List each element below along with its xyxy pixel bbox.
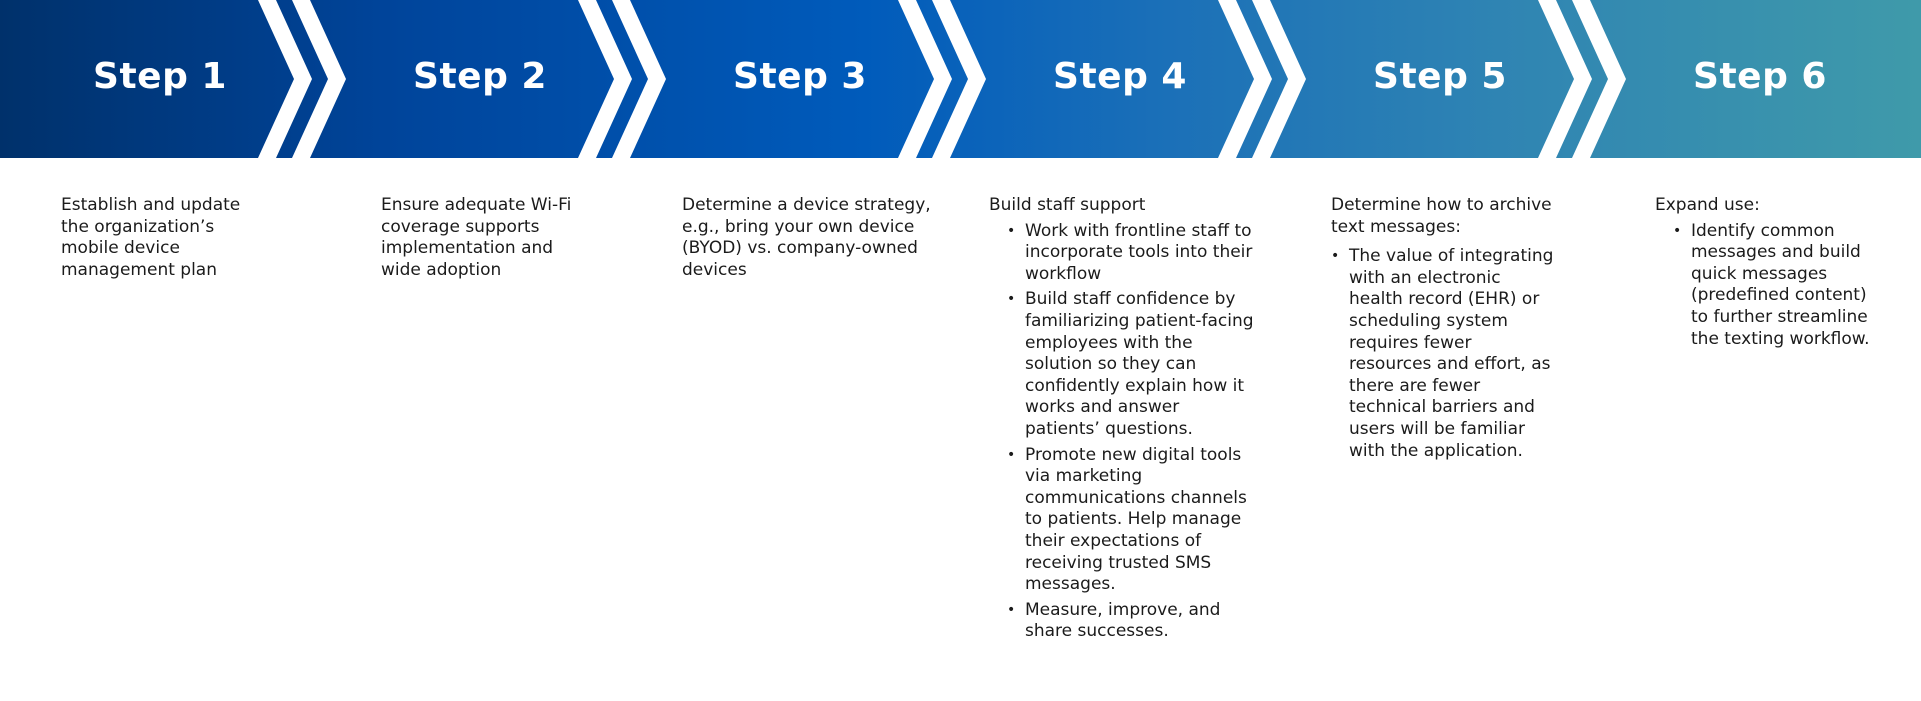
step-5-description [1331, 195, 1557, 466]
step-2-description [381, 195, 591, 281]
step-3-description [682, 195, 932, 281]
step-4-description [989, 195, 1259, 647]
list-item: • Work with frontline staff to incorporate tools into their workflow [1025, 221, 1259, 286]
step-banner [0, 0, 1921, 160]
step-4-title: Step 4 [1053, 56, 1187, 97]
step-4-bullet-list [989, 221, 1259, 643]
step-1-description [61, 195, 261, 281]
list-item: • The value of integrating with an electronic health record (EHR) or scheduling system requires fewer resources and effort, as there are fewer technical barriers and users will be familiar with the application. [1349, 246, 1557, 462]
step-3-intro: Determine a device strategy, e.g., bring your own device (BYOD) vs. company-owned devices [682, 195, 931, 280]
list-item: • Promote new digital tools via marketing communications channels to patients. Help manage their expectations of receiving trusted SMS messages. [1025, 445, 1259, 596]
list-item: • Measure, improve, and share successes. [1025, 600, 1259, 643]
step-5-bullet-list [1331, 246, 1557, 462]
step-2-intro: Ensure adequate Wi-Fi coverage supports implementation and wide adoption [381, 195, 572, 280]
step-4-intro: Build staff support [989, 195, 1146, 215]
step-6-title: Step 6 [1693, 56, 1827, 97]
chevron-banner [0, 0, 1921, 160]
step-6-intro: Expand use: [1655, 195, 1760, 215]
step-2-title: Step 2 [413, 56, 547, 97]
step-1-title: Step 1 [93, 56, 227, 97]
step-6-bullet-list [1655, 221, 1870, 351]
step-3-title: Step 3 [733, 56, 867, 97]
list-item: • Build staff confidence by familiarizing patient-facing employees with the solution so they can confidently explain how it works and answer patients’ questions. [1025, 289, 1259, 440]
step-5-title: Step 5 [1373, 56, 1507, 97]
step-1-intro: Establish and update the organization’s mobile device management plan [61, 195, 241, 280]
step-6-description [1655, 195, 1870, 354]
list-item: • Identify common messages and build quick messages (predefined content) to further streamline the texting workflow. [1691, 221, 1870, 351]
step-5-intro: Determine how to archive text messages: [1331, 195, 1552, 237]
